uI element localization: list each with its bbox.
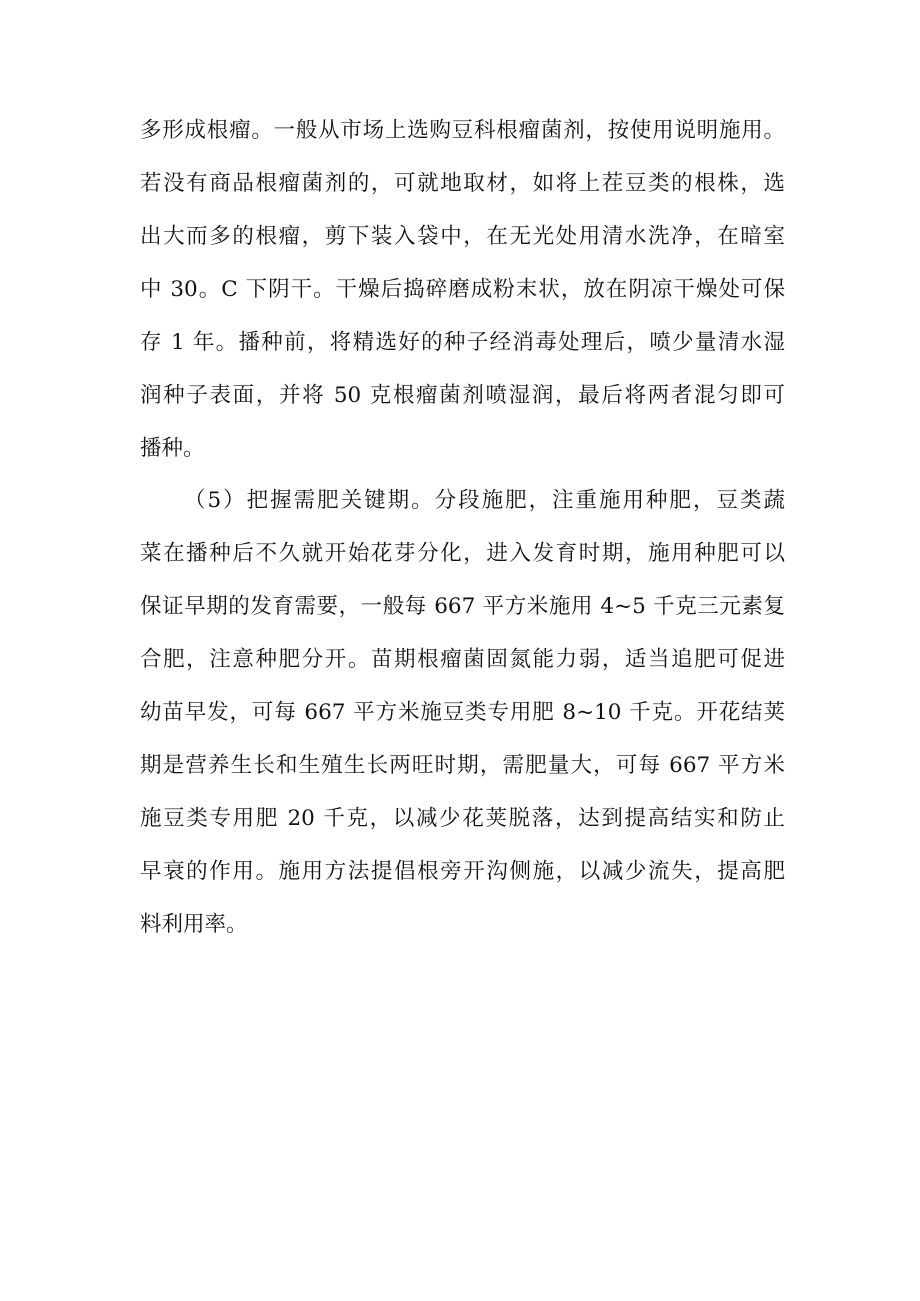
paragraph-line: 存 1 年。播种前，将精选好的种子经消毒处理后，喷少量清水湿 bbox=[140, 330, 785, 355]
paragraph-line: 菜在播种后不久就开始花芽分化，进入发育时期，施用种肥可以 bbox=[140, 541, 785, 566]
paragraph-line: 多形成根瘤。一般从市场上选购豆科根瘤菌剂，按使用说明施用。 bbox=[140, 118, 785, 143]
paragraph-line: （5）把握需肥关键期。分段施肥，注重施用种肥，豆类蔬 bbox=[184, 488, 785, 513]
paragraph-line: 早衰的作用。施用方法提倡根旁开沟侧施，以减少流失，提高肥 bbox=[140, 859, 785, 884]
paragraph-line: 润种子表面，并将 50 克根瘤菌剂喷湿润，最后将两者混匀即可 bbox=[140, 383, 785, 408]
paragraph-line: 播种。 bbox=[140, 436, 205, 461]
paragraph-line: 若没有商品根瘤菌剂的，可就地取材，如将上茬豆类的根株，选 bbox=[140, 171, 785, 196]
paragraph-line: 幼苗早发，可每 667 平方米施豆类专用肥 8~10 千克。开花结荚 bbox=[140, 700, 785, 725]
paragraph-line: 中 30。C 下阴干。干燥后捣碎磨成粉末状，放在阴凉干燥处可保 bbox=[140, 277, 785, 302]
paragraph-line: 合肥，注意种肥分开。苗期根瘤菌固氮能力弱，适当追肥可促进 bbox=[140, 647, 785, 672]
paragraph-line: 期是营养生长和生殖生长两旺时期，需肥量大，可每 667 平方米 bbox=[140, 753, 785, 778]
paragraph-line: 保证早期的发育需要，一般每 667 平方米施用 4~5 千克三元素复 bbox=[140, 594, 785, 619]
paragraph-line: 出大而多的根瘤，剪下装入袋中，在无光处用清水洗净，在暗室 bbox=[140, 224, 785, 249]
paragraph-line: 施豆类专用肥 20 千克，以减少花荚脱落，达到提高结实和防止 bbox=[140, 806, 785, 831]
paragraph-line: 料利用率。 bbox=[140, 912, 248, 937]
